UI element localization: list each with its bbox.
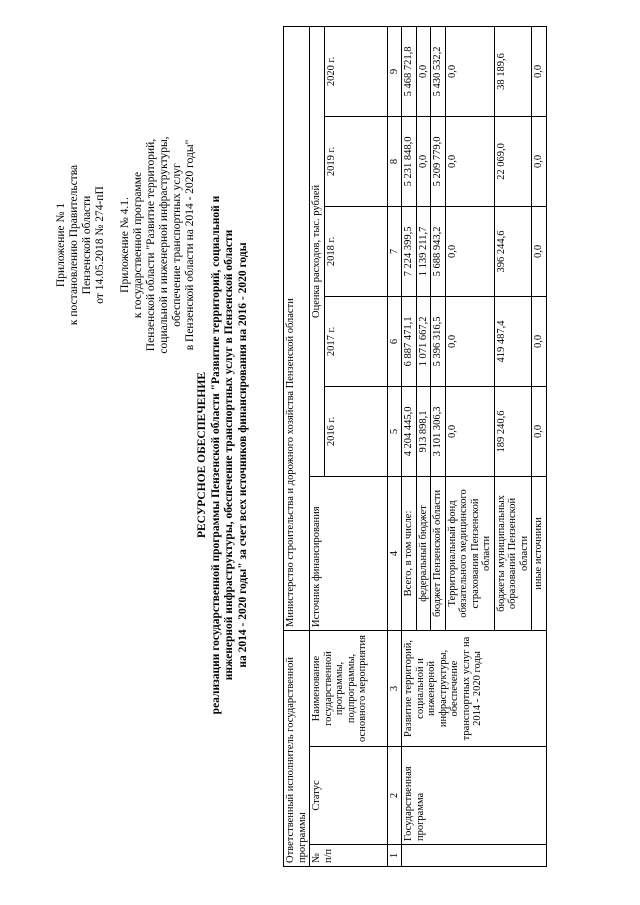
- column-number: 1: [387, 845, 402, 867]
- source-cell: Всего, в том числе:: [402, 476, 417, 630]
- value-cell: 22 069,0: [494, 116, 532, 206]
- value-cell: 1 071 667,2: [416, 296, 431, 386]
- header-year: 2017 г.: [324, 296, 387, 386]
- column-number: 4: [387, 476, 402, 630]
- value-cell: 5 430 532,2: [431, 26, 446, 116]
- value-cell: 189 240,6: [494, 386, 532, 476]
- header-year: 2019 г.: [324, 116, 387, 206]
- approval-line: Приложение № 1: [55, 202, 67, 288]
- appendix-line: к государственной программе: [132, 171, 144, 319]
- appendix-line: Приложение № 4.1.: [119, 197, 131, 293]
- value-cell: 5 688 943,2: [431, 206, 446, 296]
- value-cell: 3 101 306,3: [431, 386, 446, 476]
- value-cell: 913 898,1: [416, 386, 431, 476]
- title-heading: РЕСУРСНОЕ ОБЕСПЕЧЕНИЕ: [196, 372, 208, 539]
- column-number: 9: [387, 26, 402, 116]
- value-cell: 0,0: [445, 386, 494, 476]
- approval-line: к постановлению Правительства: [68, 164, 80, 326]
- value-cell: 0,0: [532, 296, 547, 386]
- source-cell: бюджет Пензенской области: [431, 476, 446, 630]
- header-estimate: Оценка расходов, тыс. рублей: [310, 26, 325, 476]
- source-cell: федеральный бюджет: [416, 476, 431, 630]
- value-cell: 396 244,6: [494, 206, 532, 296]
- title-line: реализации государственной программы Пензенской области "Развитие территорий, социальной и: [209, 195, 222, 715]
- header-source: Источник финансирования: [310, 476, 388, 630]
- value-cell: 7 224 399,5: [402, 206, 417, 296]
- value-cell: 0,0: [445, 26, 494, 116]
- executor-value: Министерство строительства и дорожного хозяйства Пензенской области: [284, 26, 310, 630]
- value-cell: 5 396 316,5: [431, 296, 446, 386]
- value-cell: 0,0: [532, 116, 547, 206]
- value-cell: 0,0: [532, 26, 547, 116]
- column-number: 5: [387, 386, 402, 476]
- approval-line: от 14.05.2018 № 274-пП: [94, 186, 106, 304]
- value-cell: 5 209 779,0: [431, 116, 446, 206]
- value-cell: 5 468 721,8: [402, 26, 417, 116]
- header-row: [310, 26, 325, 866]
- title-line: инженерной инфраструктуры, обеспечение транспортных услуг в Пензенской области: [223, 229, 235, 681]
- program-num: [402, 845, 547, 867]
- appendix-line: социальной и инженерной инфраструктуры,: [158, 136, 170, 354]
- value-cell: 4 204 445,0: [402, 386, 417, 476]
- table-row: [402, 26, 417, 866]
- value-cell: 0,0: [532, 386, 547, 476]
- appendix-line: в Пензенской области на 2014 - 2020 годы": [184, 139, 196, 351]
- title-line: на 2014 - 2020 годы" за счет всех источников финансирования на 2016 - 2020 годы: [236, 242, 249, 668]
- approval-block: [55, 55, 197, 435]
- value-cell: 0,0: [445, 116, 494, 206]
- column-number: 2: [387, 747, 402, 845]
- value-cell: 38 189,6: [494, 26, 532, 116]
- resource-table: [283, 26, 547, 867]
- column-number: 6: [387, 296, 402, 386]
- value-cell: 0,0: [532, 206, 547, 296]
- column-number: 7: [387, 206, 402, 296]
- source-cell: Территориальный фонд обязательного медицинского страхования Пензенской области: [445, 476, 494, 630]
- value-cell: 5 231 848,0: [402, 116, 417, 206]
- approval-line: Пензенской области: [81, 195, 93, 295]
- source-cell: иные источники: [532, 476, 547, 630]
- header-num: № п/п: [310, 845, 388, 867]
- value-cell: 0,0: [445, 296, 494, 386]
- appendix-line: обеспечение транспортных услуг: [171, 163, 183, 327]
- column-number: 8: [387, 116, 402, 206]
- executor-row: [284, 26, 310, 866]
- column-number: 3: [387, 630, 402, 746]
- value-cell: 1 139 211,7: [416, 206, 431, 296]
- value-cell: 0,0: [445, 206, 494, 296]
- header-status: Статус: [310, 747, 388, 845]
- value-cell: 0,0: [416, 116, 431, 206]
- column-number-row: [387, 26, 402, 866]
- program-status: Государственная программа: [402, 747, 547, 845]
- value-cell: 6 887 471,1: [402, 296, 417, 386]
- executor-label: Ответственный исполнитель государственной программы: [284, 630, 310, 866]
- program-name: Развитие территорий, социальной и инженерной инфраструктуры, обеспечение транспортных услуг на 2014 - 2020 годы: [402, 630, 547, 746]
- appendix-line: Пензенской области "Развитие территорий,: [145, 138, 157, 352]
- value-cell: 0,0: [416, 26, 431, 116]
- source-cell: бюджеты муниципальных образований Пензенской области: [494, 476, 532, 630]
- header-year: 2016 г.: [324, 386, 387, 476]
- document-title: [196, 45, 250, 865]
- header-year: 2018 г.: [324, 206, 387, 296]
- value-cell: 419 487,4: [494, 296, 532, 386]
- header-year: 2020 г.: [324, 26, 387, 116]
- header-name: Наименование государственной программы, подпрограммы, основного мероприятия: [310, 630, 388, 746]
